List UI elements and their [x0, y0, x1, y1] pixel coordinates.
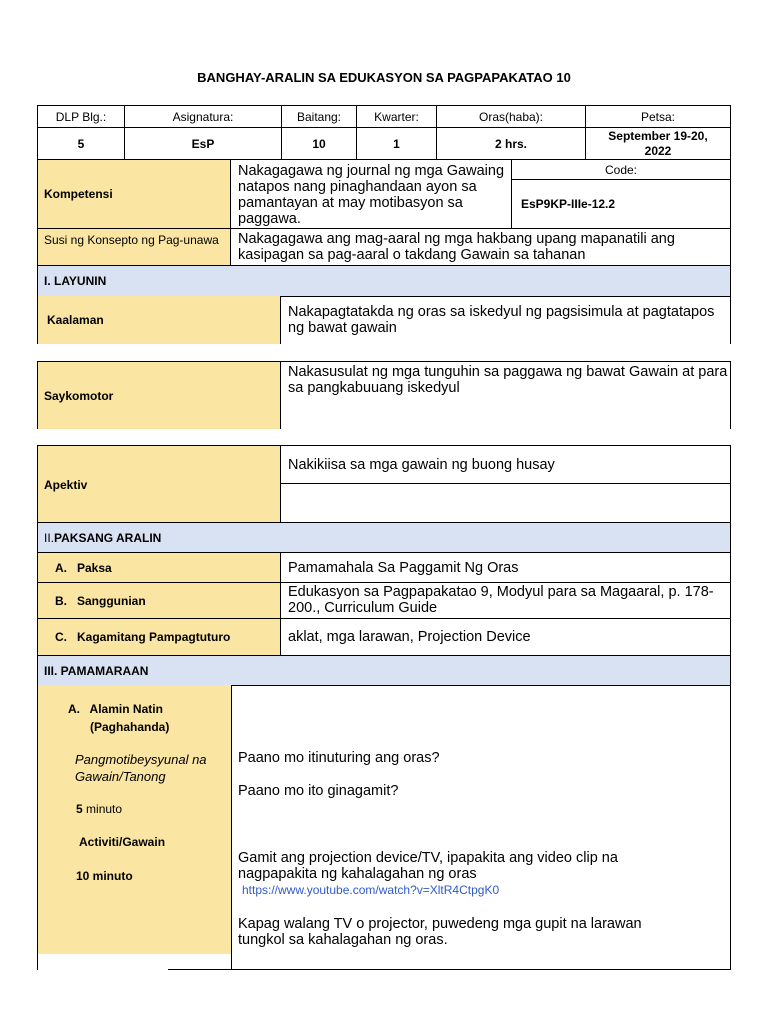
apektiv-label: Apektiv: [37, 446, 280, 523]
kapag-text: Kapag walang TV o projector, puwedeng mga gupit na larawan tungkol sa kahalagahan ng oras.: [238, 916, 642, 948]
susi-text: Nakagagawa ang mag-aaral ng mga hakbang upang mapanatili ang kasipagan sa pag-aaral o takdang Gawain sa tahanan: [230, 228, 731, 266]
kaalaman-label: Kaalaman: [37, 296, 280, 344]
alamin-panel: [37, 685, 231, 954]
pamamaraan-bottom-rule: [168, 969, 731, 970]
kompetensi-text: Nakagagawa ng journal ng mga Gawaing natapos nang pinaghandaan ayon sa pamantayan at may motibasyon sa paggawa.: [230, 159, 512, 229]
code-value: EsP9KP-IIIe-12.2: [511, 179, 731, 229]
pamamaraan-heading: III. PAMAMARAAN: [37, 655, 731, 686]
value-kwarter: 1: [356, 127, 437, 160]
value-asignatura: EsP: [124, 127, 282, 160]
value-dlp: 5: [37, 127, 125, 160]
motib-time: [76, 802, 122, 816]
value-petsa: September 19-20, 2022: [585, 127, 731, 160]
value-baitang: 10: [281, 127, 357, 160]
layunin-heading: I. LAYUNIN: [37, 265, 731, 297]
apektiv-text: Nakikiisa sa mga gawain ng buong husay: [280, 445, 731, 484]
pamamaraan-divider: [231, 685, 232, 970]
motib-label: Pangmotibeysyunal na Gawain/Tanong: [75, 752, 207, 784]
alamin-title: A. Alamin Natin: [68, 702, 163, 716]
gamit-text: Gamit ang projection device/TV, ipapakita ang video clip na nagpapakita ng kahalagahan ng oras: [238, 850, 618, 882]
paksang-heading-number: II.: [44, 530, 55, 545]
alamin-subtitle: (Paghahanda): [90, 720, 170, 734]
activiti-label: Activiti/Gawain: [79, 835, 166, 849]
value-oras: 2 hrs.: [436, 127, 586, 160]
motib-time-number: 5: [76, 802, 83, 816]
youtube-link[interactable]: https://www.youtube.com/watch?v=XltR4CtpgK0: [242, 883, 500, 897]
header-oras: Oras(haba):: [436, 105, 586, 128]
susi-label: Susi ng Konsepto ng Pag-unawa: [37, 228, 231, 266]
activiti-time: 10 minuto: [76, 869, 133, 883]
kagamitan-label: C. Kagamitang Pampagtuturo: [37, 618, 281, 656]
pamamaraan-right-border: [730, 685, 731, 970]
kompetensi-label: Kompetensi: [37, 159, 231, 229]
paksa-label: A. Paksa: [37, 552, 281, 583]
code-label: Code:: [511, 159, 731, 180]
kagamitan-value: aklat, mga larawan, Projection Device: [280, 618, 731, 656]
saykomotor-text: Nakasusulat ng mga tunguhin sa paggawa ng bawat Gawain at para sa pangkabuuang iskedyul: [280, 362, 731, 429]
header-asignatura: Asignatura:: [124, 105, 282, 128]
header-petsa: Petsa:: [585, 105, 731, 128]
pamamaraan-left-border: [37, 954, 38, 970]
paksang-heading: [37, 522, 731, 553]
apektiv-empty-cell: [280, 483, 731, 523]
question-1: Paano mo itinuturing ang oras?: [238, 750, 440, 766]
sanggunian-label: B. Sanggunian: [37, 582, 281, 619]
header-baitang: Baitang:: [281, 105, 357, 128]
paksang-heading-text: PAKSANG ARALIN: [54, 530, 162, 545]
sanggunian-value: Edukasyon sa Pagpapakatao 9, Modyul para sa Magaaral, p. 178-200., Curriculum Guide: [280, 582, 731, 619]
motib-time-unit: minuto: [86, 802, 123, 816]
document-title: BANGHAY-ARALIN SA EDUKASYON SA PAGPAPAKATAO 10: [197, 70, 571, 85]
question-2: Paano mo ito ginagamit?: [238, 783, 399, 799]
header-dlp: DLP Blg.:: [37, 105, 125, 128]
paksa-value: Pamamahala Sa Paggamit Ng Oras: [280, 552, 731, 583]
header-kwarter: Kwarter:: [356, 105, 437, 128]
saykomotor-label: Saykomotor: [37, 362, 280, 429]
kaalaman-text: Nakapagtatakda ng oras sa iskedyul ng pagsisimula at pagtatapos ng bawat gawain: [280, 296, 731, 344]
